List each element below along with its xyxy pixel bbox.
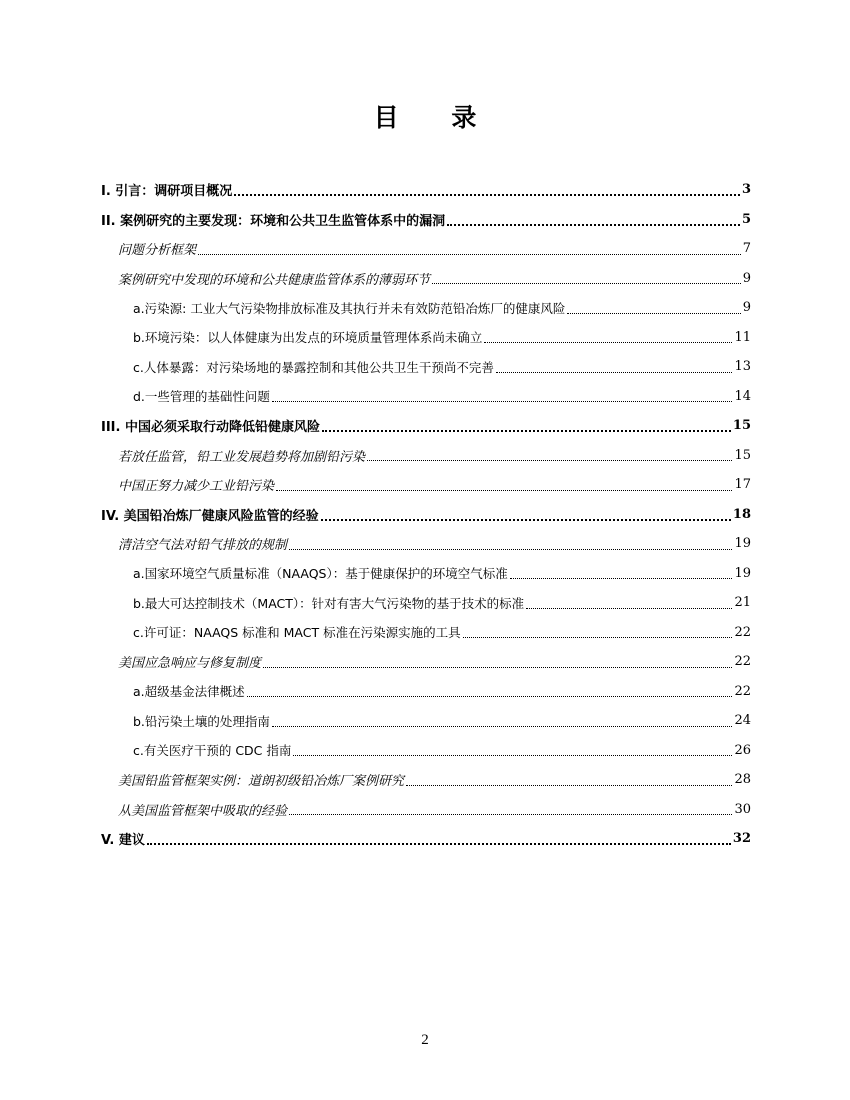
toc-page-number: 9 bbox=[742, 270, 751, 286]
toc-page-number: 28 bbox=[734, 772, 751, 788]
dot-leader bbox=[289, 813, 732, 815]
toc-entry-human-exposure[interactable] bbox=[101, 352, 751, 382]
dot-leader bbox=[276, 489, 732, 491]
dot-leader bbox=[510, 577, 733, 579]
toc-entry-clean-air-act[interactable] bbox=[101, 529, 751, 559]
toc-entry-environmental-pollution[interactable] bbox=[101, 323, 751, 353]
toc-page-number: 18 bbox=[732, 506, 751, 522]
toc-entry-label: 从美国监管框架中吸取的经验 bbox=[118, 803, 288, 819]
toc-entry-recommendations[interactable] bbox=[101, 824, 751, 854]
toc-page-number: 24 bbox=[734, 713, 751, 729]
toc-page-number: 14 bbox=[734, 388, 751, 404]
toc-entry-label: 中国正努力减少工业铅污染 bbox=[118, 479, 275, 495]
toc-entry-lead-industry-trend[interactable] bbox=[101, 441, 751, 471]
toc-entry-china-reduction[interactable] bbox=[101, 470, 751, 500]
dot-leader bbox=[484, 341, 732, 343]
toc-entry-label: IV. 美国铅冶炼厂健康风险监管的经验 bbox=[101, 508, 319, 524]
toc-entry-emergency-response[interactable] bbox=[101, 647, 751, 677]
dot-leader bbox=[247, 695, 733, 697]
toc-entry-us-experience[interactable] bbox=[101, 500, 751, 530]
toc-entry-label: c.许可证：NAAQS 标准和 MACT 标准在污染源实施的工具 bbox=[133, 625, 461, 641]
toc-entry-label: 美国铅监管框架实例：道朗初级铅冶炼厂案例研究 bbox=[118, 774, 405, 790]
toc-entry-case-findings[interactable] bbox=[101, 205, 751, 235]
toc-entry-mact[interactable] bbox=[101, 588, 751, 618]
toc-entry-china-action[interactable] bbox=[101, 411, 751, 441]
toc-page-number: 22 bbox=[734, 683, 751, 699]
toc-entry-label: a.污染源: 工业大气污染物排放标准及其执行并未有效防范铅冶炼厂的健康风险 bbox=[133, 300, 566, 316]
page-number: 2 bbox=[421, 1032, 429, 1048]
toc-page-number: 30 bbox=[734, 801, 751, 817]
dot-leader bbox=[198, 253, 741, 255]
dot-leader bbox=[367, 459, 732, 461]
toc-page-number: 32 bbox=[732, 831, 751, 847]
dot-leader bbox=[526, 607, 732, 609]
dot-leader bbox=[293, 754, 732, 756]
toc-entry-label: b.最大可达控制技术（MACT）：针对有害大气污染物的基于技术的标准 bbox=[133, 595, 525, 611]
toc-entry-cdc-guidance[interactable] bbox=[101, 736, 751, 766]
toc-entry-label: 清洁空气法对铅气排放的规制 bbox=[118, 538, 288, 554]
dot-leader bbox=[322, 429, 731, 432]
dot-leader bbox=[272, 400, 733, 402]
toc-page-number: 19 bbox=[734, 565, 751, 581]
toc-page-number: 5 bbox=[741, 211, 751, 227]
toc-entry-label: II. 案例研究的主要发现：环境和公共卫生监管体系中的漏洞 bbox=[101, 213, 446, 229]
toc-entry-superfund[interactable] bbox=[101, 677, 751, 707]
toc-entry-label: b.铅污染土壤的处理指南 bbox=[133, 713, 270, 729]
toc-entry-label: d.一些管理的基础性问题 bbox=[133, 389, 270, 405]
toc-entry-label: b.环境污染：以人体健康为出发点的环境质量管理体系尚未确立 bbox=[133, 330, 483, 346]
toc-entry-naaqs[interactable] bbox=[101, 559, 751, 589]
dot-leader bbox=[463, 636, 733, 638]
dot-leader bbox=[147, 842, 731, 845]
toc-page-number: 15 bbox=[734, 447, 751, 463]
toc-page-number: 9 bbox=[742, 300, 751, 316]
toc-entry-pollution-source[interactable] bbox=[101, 293, 751, 323]
dot-leader bbox=[289, 548, 732, 550]
toc-entry-lessons[interactable] bbox=[101, 795, 751, 825]
toc-page-number: 7 bbox=[742, 241, 751, 257]
toc-entry-permits[interactable] bbox=[101, 618, 751, 648]
toc-page-number: 21 bbox=[734, 595, 751, 611]
toc-entry-basic-management[interactable] bbox=[101, 382, 751, 412]
toc-page-number: 13 bbox=[734, 359, 751, 375]
dot-leader bbox=[432, 282, 741, 284]
toc-page-number: 26 bbox=[734, 742, 751, 758]
toc-entry-label: c.人体暴露：对污染场地的暴露控制和其他公共卫生干预尚不完善 bbox=[133, 359, 494, 375]
dot-leader bbox=[406, 784, 732, 786]
dot-leader bbox=[263, 666, 732, 668]
table-of-contents bbox=[101, 175, 751, 854]
dot-leader bbox=[321, 518, 731, 521]
toc-entry-label: 美国应急响应与修复制度 bbox=[118, 656, 262, 672]
toc-entry-doe-run-case[interactable] bbox=[101, 765, 751, 795]
toc-page-number: 19 bbox=[734, 536, 751, 552]
toc-entry-label: c.有关医疗干预的 CDC 指南 bbox=[133, 743, 292, 759]
dot-leader bbox=[496, 371, 733, 373]
toc-page-number: 11 bbox=[734, 329, 751, 345]
toc-entry-weak-links[interactable] bbox=[101, 264, 751, 294]
toc-title: 目 录 bbox=[373, 103, 499, 132]
dot-leader bbox=[234, 193, 740, 196]
dot-leader bbox=[272, 725, 733, 727]
toc-entry-label: 案例研究中发现的环境和公共健康监管体系的薄弱环节 bbox=[118, 272, 431, 288]
toc-page-number: 17 bbox=[734, 477, 751, 493]
toc-entry-label: a.国家环境空气质量标准（NAAQS）：基于健康保护的环境空气标准 bbox=[133, 566, 508, 582]
toc-page-number: 22 bbox=[734, 624, 751, 640]
toc-entry-label: III. 中国必须采取行动降低铅健康风险 bbox=[101, 420, 320, 436]
toc-entry-label: V. 建议 bbox=[101, 833, 145, 849]
toc-entry-analysis-framework[interactable] bbox=[101, 234, 751, 264]
dot-leader bbox=[567, 312, 740, 314]
toc-entry-label: a.超级基金法律概述 bbox=[133, 684, 245, 700]
toc-page-number: 3 bbox=[741, 182, 751, 198]
dot-leader bbox=[447, 223, 740, 226]
toc-entry-soil-guidance[interactable] bbox=[101, 706, 751, 736]
toc-entry-label: 若放任监管，铅工业发展趋势将加剧铅污染 bbox=[118, 449, 366, 465]
toc-page-number: 15 bbox=[732, 418, 751, 434]
toc-entry-introduction[interactable] bbox=[101, 175, 751, 205]
toc-entry-label: 问题分析框架 bbox=[118, 243, 197, 259]
toc-page-number: 22 bbox=[734, 654, 751, 670]
toc-entry-label: I. 引言：调研项目概况 bbox=[101, 184, 233, 200]
